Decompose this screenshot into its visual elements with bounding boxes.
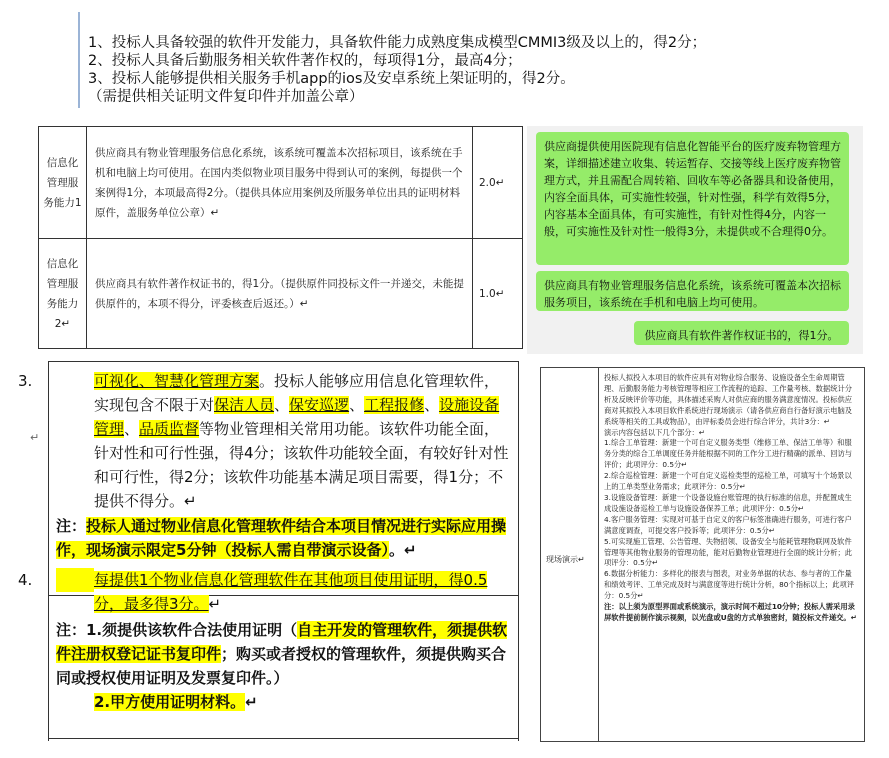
item-3-sep: 、 [274, 396, 290, 414]
item-4-number: 4. [56, 568, 94, 592]
row-label: 信息化管理服务能力1 [39, 127, 87, 239]
doc-label: 现场演示↵ [546, 555, 585, 564]
scoring-line-note: （需提供相关证明文件复印件并加盖公章） [88, 89, 364, 105]
row-label: 信息化管理服务能力2↵ [39, 239, 87, 349]
doc-line: 2.综合巡检管理：新建一个可自定义巡检类型的巡检工单，可填写十个场景以上的工单类型业务需求；此项评分：0.5分↵ [604, 471, 852, 492]
item-3-hl-quality: 品质监督 [139, 420, 200, 438]
item-3-text-2: 等物业管理相关常用功能。该软件功能全面，针对性和可行性强，得4分；该软件功能较全面，有较好针对性和可行性，得2分；该软件功能基本满足项目需要，得1分；不提供不得分。↵ [94, 420, 509, 510]
item-3-number: 3. [18, 372, 33, 390]
top-scoring-list [78, 12, 778, 118]
item-3-hl-repair: 工程报修 [364, 396, 425, 414]
item-3-hl-facility: 设施设备管理 [94, 396, 500, 438]
item-3-sep: 、 [424, 396, 440, 414]
top-border [48, 361, 518, 362]
doc-note: 注：以上须为原型界面或系统演示，演示时间不超过10分钟；投标人需采用录屏软件提前制作演示视频，以光盘或U盘的方式单独密封，随投标文件递交。↵ [604, 602, 857, 622]
scoring-table [38, 126, 523, 351]
row-content: 供应商具有软件著作权证书的，得1分。（提供原件同投标文件一并递交，未能提供原件的，本项不得分，评委核查后返还。）↵ [87, 239, 473, 349]
doc-line: 4.客户服务管理：实现对可基于自定义的客户标签准确进行服务，可进行客户满意度调查，可提交客户投诉等；此项评分：0.5分↵ [604, 514, 852, 535]
item-3-sep: 、 [124, 420, 140, 438]
row-score: 1.0↵ [473, 239, 523, 349]
note-2-b: ；购买或者授权的管理软件，须提供购买合同或授权使用证明及发票复印件。） [56, 645, 507, 687]
doc-line: 3.设施设备管理：新建一个设备设施台账管理的执行标准的信息，并配置成生成设施设备巡检工单与设施设备保养工单；此项评分：0.5分↵ [604, 492, 852, 513]
item-4-end: ↵ [208, 595, 222, 613]
doc-text [604, 373, 858, 624]
left-margin-rule [78, 12, 80, 108]
note-1 [56, 514, 514, 562]
row-score: 2.0↵ [473, 127, 523, 239]
item-3-hl-cleaning: 保洁人员 [214, 396, 275, 414]
chat-bubble-copyright: 供应商具有软件著作权证书的，得1分。 [634, 321, 849, 345]
item-3-text-1: 。投标人能够应用信息化管理软件，实现包含不限于对 [94, 372, 500, 414]
bottom-border [48, 738, 518, 739]
right-border [518, 361, 519, 741]
left-border [48, 361, 49, 741]
note-2-highlight: 自主开发的管理软件，须提供软件注册权登记证书复印件 [56, 621, 508, 663]
note-2-a: 注：1.须提供该软件合法使用证明（ [56, 621, 298, 639]
paragraph-mark: ↵ [30, 431, 40, 444]
doc-line: 1.综合工单管理：新建一个可自定义服务类型（维修工单、保洁工单等）和服务分类的综合工单调度任务并能根据不同的工作分工进行精确的派单、回访与评价；此项评分：0.5分↵ [604, 438, 853, 470]
doc-line: 演示内容包括以下几个部分：↵ [604, 427, 705, 437]
item-3-title: 可视化、智慧化管理方案 [94, 372, 260, 390]
note-1-end: 。↵ [388, 541, 417, 559]
item-3-sep: 、 [349, 396, 365, 414]
note-2-end: ↵ [245, 693, 258, 711]
note-2-c: 2.甲方使用证明材料。 [94, 693, 246, 711]
note-1-prefix: 注： [56, 517, 87, 535]
item-3 [18, 369, 514, 513]
scoring-line-1: 1、投标人具备较强的软件开发能力，具备软件能力成熟度集成模型CMMI3级及以上的，得2分； [88, 35, 707, 51]
column-divider [598, 367, 599, 742]
scoring-line-3: 3、投标人能够提供相关服务手机app的ios及安卓系统上架证明的，得2分。 [88, 71, 575, 87]
doc-line: 6.数据分析能力：多样化的报表与图表，对业务单据的状态、参与者的工作量和绩效考评、工单完成及时与满意度等进行统计分析，80个指标以上；此项评分：0.5分↵ [604, 569, 855, 601]
chat-bubble-waste-plan: 供应商提供使用医院现有信息化智能平台的医疗废弃物管理方案，详细描述建立收集、转运暂存、交接等线上医疗废弃物管理方式，并且需配合周转箱、回收车等必备器具和设备使用，内容全面具体，可实施性较强，针对性强，科学有效得5分，内容基本全面具体，有可实施性，有针对性得4分，内容一般，可实施性及针对性一般得3分，未提供或不合理得0分。 [536, 132, 849, 265]
criteria-table [38, 126, 523, 349]
table-row [39, 127, 523, 239]
scoring-content [18, 369, 514, 714]
item-4 [18, 568, 514, 616]
scoring-lines [88, 34, 706, 106]
scoring-line-2: 2、投标人具备后勤服务相关软件著作权的，每项得1分，最高4分； [88, 53, 522, 69]
demo-requirements-panel [540, 367, 865, 742]
doc-line: 投标人拟投入本项目的软件应具有对物业综合服务、设施设备全生命周期管理、后勤服务能力考核管理等相应工作流程的追踪、工作量考核、数据统计分析及反映评价等功能，具体描述采购人对供应商的服务满意度情况。投标供应商对其拟投入本项目软件系统进行现场演示（请各供应商自行备好演示电脑及系统等相关的工具或物品），由评标委员会进行综合评分，共计3分：↵ [604, 373, 853, 426]
note-2 [56, 618, 514, 714]
doc-line: 5.可实现施工管理、公告管理、失物招领、设备安全与能耗管理物联网及软件管理等其他物业服务的管理功能，能对后勤物业管理进行全面的统计分析；此项评分：0.5分↵ [604, 536, 853, 568]
chat-panel [527, 126, 863, 354]
item-3-hl-security: 保安巡逻 [289, 396, 350, 414]
scoring-detail-panel [18, 361, 520, 750]
table-row [39, 239, 523, 349]
chat-bubble-info-system: 供应商具有物业管理服务信息化系统，该系统可覆盖本次招标服务项目，该系统在手机和电脑上均可使用。 [536, 271, 849, 311]
note-1-highlight: 投标人通过物业信息化管理软件结合本项目情况进行实际应用操作，现场演示限定5分钟（投标人需自带演示设备） [56, 517, 507, 559]
item-4-text: 每提供1个物业信息化管理软件在其他项目使用证明，得0.5分，最多得3分。 [94, 571, 488, 613]
row-content: 供应商具有物业管理服务信息化系统，该系统可覆盖本次招标项目，该系统在手机和电脑上均可使用。在国内类似物业项目服务中得到认可的案例，每提供一个案例得1分，本项最高得2分。（提供具体应用案例及所服务单位出具的证明材料原件，盖服务单位公章）↵ [87, 127, 473, 239]
